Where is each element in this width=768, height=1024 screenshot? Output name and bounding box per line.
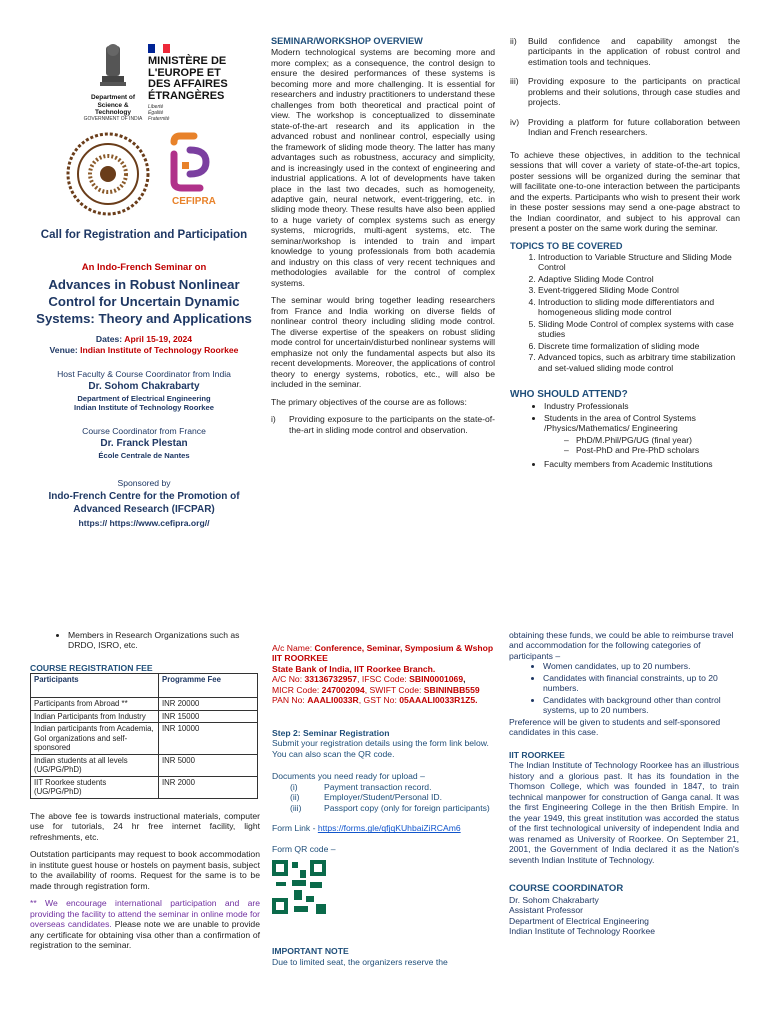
- list-item: – PhD/M.Phil/PG/UG (final year): [564, 434, 692, 445]
- cefipra-icon: [160, 132, 220, 194]
- iit-seal-icon: [66, 132, 150, 216]
- dst-india-logo: [82, 42, 144, 124]
- ministry-name: MINISTÈRE DE L'EUROPE ET DES AFFAIRES ÉTRANGÈRES: [148, 55, 228, 102]
- topics-heading: TOPICS TO BE COVERED: [510, 240, 623, 251]
- list-item: 7. Advanced topics, such as arbitrary time stabilization and set-valued sliding mode control: [538, 352, 740, 373]
- doc-item: (i) Payment transaction record.: [290, 781, 432, 792]
- host-inst: Indian Institute of Technology Roorkee: [74, 402, 214, 412]
- list-item: 3. Event-triggered Sliding Mode Control: [538, 285, 740, 295]
- dates-line: Dates: April 15-19, 2024: [95, 334, 193, 345]
- call-heading: Call for Registration and Participation: [40, 229, 248, 241]
- list-item: 5. Sliding Mode Control of complex systems with case studies: [538, 319, 740, 340]
- objective-3: iii) Providing exposure to the participants on practical problems and their solutions, through case studies and projects.: [510, 76, 740, 108]
- french-flag-icon: [148, 44, 170, 53]
- sponsor-label: Sponsored by: [117, 478, 171, 489]
- right-column: [510, 36, 740, 470]
- host-name: Dr. Sohom Chakrabarty: [88, 380, 200, 392]
- topics-list: [538, 252, 740, 373]
- important-note-text: Due to limited seat, the organizers reserve the: [272, 956, 448, 967]
- form-link-line: Form Link - https://forms.gle/qfjqKUhbaiZiRCAm6: [272, 823, 461, 834]
- table-cell: INR 20000: [159, 698, 258, 711]
- docs-label: Documents you need ready for upload –: [272, 771, 425, 782]
- table-cell: Indian students at all levels (UG/PG/PhD): [31, 754, 159, 776]
- table-cell: INR 15000: [159, 710, 258, 723]
- list-item: • Members in Research Organizations such as DRDO, ISRO, etc.: [68, 630, 260, 651]
- table-header: Participants: [31, 674, 159, 698]
- funding-intro: obtaining these funds, we could be able to reimburse travel and accommodation for the following categories of participants –: [509, 630, 734, 661]
- coord-dept: Department of Electrical Engineering: [509, 915, 649, 926]
- objective-2: ii) Build confidence and capability amongst the participants in the application of robust control and estimation tools and techniques.: [510, 36, 740, 67]
- table-row: [31, 723, 258, 755]
- table-cell: IIT Roorkee students (UG/PG/PhD): [31, 776, 159, 798]
- table-header: Programme Fee: [159, 674, 258, 698]
- fr-name: Dr. Franck Plestan: [100, 437, 188, 449]
- seminar-tag: An Indo-French Seminar on: [81, 262, 207, 274]
- list-item: • Students in the area of Control Systems /Physics/Mathematics/ Engineering: [544, 413, 740, 434]
- fr-label: Course Coordinator from France: [82, 426, 206, 437]
- coord-title: Assistant Professor: [509, 905, 584, 916]
- overview-section: [271, 36, 495, 435]
- qr-code-icon[interactable]: [272, 860, 326, 914]
- list-item: • Candidates with financial constraints, up to 20 numbers.: [543, 673, 739, 694]
- list-item: • Women candidates, up to 20 numbers.: [543, 661, 739, 671]
- page2-left: [30, 630, 260, 951]
- emblem-icon: [82, 42, 144, 92]
- host-label: Host Faculty & Course Coordinator from India: [57, 369, 231, 380]
- table-row: [31, 710, 258, 723]
- iitr-heading: IIT ROORKEE: [509, 749, 565, 760]
- list-item: 2. Adaptive Sliding Mode Control: [538, 274, 740, 284]
- coord-heading: COURSE COORDINATOR: [509, 883, 624, 895]
- sponsor-name: Indo-French Centre for the Promotion of Advanced Research (IFCPAR): [48, 490, 240, 516]
- overview-p1: Modern technological systems are becoming more and more complex; as a consequence, the control design to ensure the desired performances of these systems is becoming more and more challenging. It is essential for researchers and industry practitioners to understand these challenges from both theoretical and practical point of view. The workshop is conceptualized to disseminate state-of-the-art research and its application in the advanced robust and nonlinear control, especially using the framework of sliding mode theory. The latter has many advantages such as robustness, accuracy and simplicity, and is increasingly used in the context of engineering and industrial applications. A lot of developments have taken place in the last two decades, such as homogeneity, adaptive gain, neural network, event-triggering, etc. in sliding mode theory. These results have also been applied to a huge variety of complex systems such as energy systems, microgrids, multi-agent systems, etc. The seminar/workshop is intended to train and impart knowledge to young professionals from both academia and industry on this class of very recent techniques and methodologies available for the control of complex systems.: [271, 47, 495, 288]
- objective-4: iv) Providing a platform for future collaboration between Indian and French researchers.: [510, 116, 740, 138]
- table-cell: INR 2000: [159, 776, 258, 798]
- list-item: • Faculty members from Academic Institutions: [544, 459, 740, 469]
- overview-p2: The seminar would bring together leading researchers from France and India working on diverse fields of nonlinear control theory including sliding mode control. The diverse expertise of the speakers on robust sliding mode control for uncertain/disturbed nonlinear systems will emphasize not only the fundamental aspects but also its recent developments. Moreover, the applications of control theory to energy systems, robotics, etc., will also be included in the seminar.: [271, 295, 495, 390]
- attend-heading: WHO SHOULD ATTEND?: [510, 389, 628, 401]
- step2-heading: Step 2: Seminar Registration: [272, 727, 390, 738]
- table-row: [31, 754, 258, 776]
- gov-india-label: GOVERNMENT OF INDIA: [83, 115, 143, 122]
- attend-list: [544, 401, 740, 433]
- fee-heading: COURSE REGISTRATION FEE: [30, 662, 153, 673]
- qr-label: Form QR code –: [272, 843, 336, 854]
- list-item: – Post-PhD and Pre-PhD scholars: [564, 445, 700, 456]
- host-dept: Department of Electrical Engineering: [77, 393, 211, 403]
- fee-note-3: ** We encourage international participation and are providing the facility to attend the seminar in online mode for overseas candidates. Please note we are unable to provide any certificate for obtaining visa other than a confirmation of registration to the seminar.: [30, 898, 260, 951]
- page2-right: [509, 630, 739, 937]
- table-cell: Indian participants from Academia, GoI organizations and self-sponsored: [31, 723, 159, 755]
- objective-1: i) Providing exposure to the participants on the state-of-the-art in sliding mode control and observation.: [271, 414, 495, 435]
- fee-table: [30, 673, 258, 799]
- table-row: [31, 698, 258, 711]
- sponsor-url[interactable]: https:// https://www.cefipra.org//: [78, 517, 210, 528]
- doc-item: (ii) Employer/Student/Personal ID.: [290, 792, 442, 803]
- attend-list-2: [544, 459, 740, 469]
- fr-inst: École Centrale de Nantes: [98, 450, 190, 460]
- france-motto: Liberté Égalité Fraternité: [148, 104, 170, 123]
- page2-middle: [272, 643, 498, 967]
- seminar-title: Advances in Robust Nonlinear Control for Uncertain Dynamic Systems: Theory and Applications: [36, 276, 252, 326]
- iit-roorkee-seal: [66, 132, 150, 216]
- iitr-text: The Indian Institute of Technology Roorkee has an illustrious history and a glorious past. It has its foundation in the Thomson College, which was founded in 1847, to train technical manpower for construction of Ganga canal. It was the first Engineering College in the then British Empire. In the year 1949, this great institution was accorded the status of the first technological university of independent India and was renamed as University of Roorkee. On September 21, 2001, the Government of India declared it as the Nation's seventh Indian Institute of Technology.: [509, 760, 739, 865]
- table-row: [31, 776, 258, 798]
- venue-line: Venue: Indian Institute of Technology Roorkee: [49, 344, 239, 355]
- attend-list-3: [68, 630, 260, 651]
- dst-label: Department of Science & Technology: [90, 94, 136, 116]
- france-ministry-logo: [148, 44, 238, 128]
- attend-sublist: [564, 435, 740, 456]
- achieve-paragraph: To achieve these objectives, in addition to the technical sessions that will cover a variety of state-of-the-art topics, poster sessions will be organized during the seminar that will facilitate one-to-one interaction between the participants and the experts. Participants who wish to present their work in these poster sessions may send a one-page abstract to the Indian coordinator, and subject to his approval can present a poster on the same work during the seminar.: [510, 149, 740, 234]
- list-item: 4. Introduction to sliding mode differentiators and homogeneous sliding mode control: [538, 297, 740, 318]
- coord-inst: Indian Institute of Technology Roorkee: [509, 926, 656, 937]
- table-cell: Indian Participants from Industry: [31, 710, 159, 723]
- table-cell: Participants from Abroad **: [31, 698, 159, 711]
- overview-p3: The primary objectives of the course are as follows:: [271, 396, 467, 407]
- form-link[interactable]: https://forms.gle/qfjqKUhbaiZiRCAm6: [317, 823, 461, 834]
- step2-text: Submit your registration details using the form link below. You can also scan the QR code.: [272, 738, 489, 759]
- list-item: • Candidates with background other than control systems, up to 20 numbers.: [543, 695, 739, 716]
- fee-note-1: The above fee is towards instructional materials, computer use for tutorials, 24 hr free internet facility, light refreshments, etc.: [30, 810, 260, 842]
- list-item: 6. Discrete time formalization of sliding mode: [538, 341, 740, 351]
- funding-list: [543, 661, 739, 715]
- table-cell: INR 10000: [159, 723, 258, 755]
- important-note-heading: IMPORTANT NOTE: [272, 946, 349, 957]
- overview-heading: SEMINAR/WORKSHOP OVERVIEW: [271, 36, 423, 46]
- funding-pref: Preference will be given to students and self-sponsored candidates in this case.: [509, 716, 721, 738]
- cefipra-logo: [160, 132, 232, 216]
- bank-details: A/c Name: Conference, Seminar, Symposium & Wshop IIT ROORKEE State Bank of India, IIT Roorkee Branch. A/C No: 33136732957, IFSC Code: SBIN0001069, MICR Code: 247002094, SWIFT Code: SBININBB559 PAN No: AAALI0033R, GST No: 05AAALI0033R1Z5.: [272, 643, 494, 706]
- fee-note-2: Outstation participants may request to book accommodation in institute guest house or hostels on payment basis, subject to the availability of rooms. Request for the same is to be made through registration form.: [30, 849, 260, 891]
- doc-item: (iii) Passport copy (only for foreign participants): [290, 802, 490, 813]
- list-item: • Industry Professionals: [544, 401, 740, 411]
- cefipra-label: CEFIPRA: [172, 196, 216, 208]
- table-header-row: [31, 674, 258, 698]
- table-cell: INR 5000: [159, 754, 258, 776]
- left-column: [28, 228, 260, 528]
- coord-name: Dr. Sohom Chakrabarty: [509, 894, 599, 905]
- list-item: 1. Introduction to Variable Structure and Sliding Mode Control: [538, 252, 740, 273]
